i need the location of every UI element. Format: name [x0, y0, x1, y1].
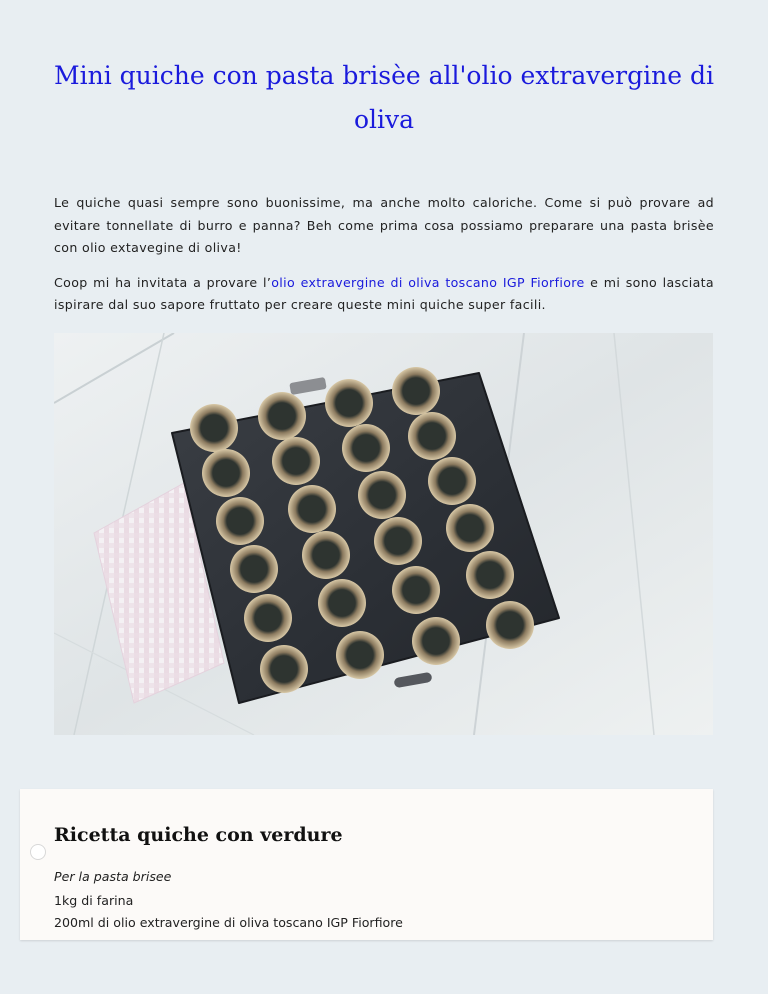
intro-paragraph-with-link [54, 272, 714, 317]
olive-oil-product-link[interactable]: olio extravergine di oliva toscano IGP Fiorfiore [271, 274, 585, 290]
ingredient-item: 1kg di farina [54, 893, 134, 908]
recipe-card [20, 789, 713, 940]
recipe-title: Ricetta quiche con verdure [54, 824, 343, 846]
mini-quiche-photo [54, 333, 713, 735]
intro-text-before-link: Coop mi ha invitata a provare l’ [54, 274, 272, 290]
radio-circle-icon[interactable] [30, 844, 46, 860]
ingredient-section-heading: Per la pasta brisee [54, 869, 172, 884]
ingredient-item: 200ml di olio extravergine di oliva toscano IGP Fiorfiore [54, 914, 403, 930]
page-title: Mini quiche con pasta brisèe all'olio extravergine di oliva [54, 61, 714, 134]
intro-text-after-link: e mi sono lasciata ispirare dal suo sapore fruttato per creare queste mini quiche super facili. [54, 274, 714, 312]
article-intro [54, 192, 714, 329]
ingredients-list [54, 890, 403, 933]
muffin-tray-image [54, 333, 713, 735]
intro-paragraph: Le quiche quasi sempre sono buonissime, ma anche molto caloriche. Come si può provare ad evitare tonnellate di burro e panna? Beh come prima cosa possiamo preparare una pasta brisèe con olio extavegine di oliva! [54, 195, 714, 255]
